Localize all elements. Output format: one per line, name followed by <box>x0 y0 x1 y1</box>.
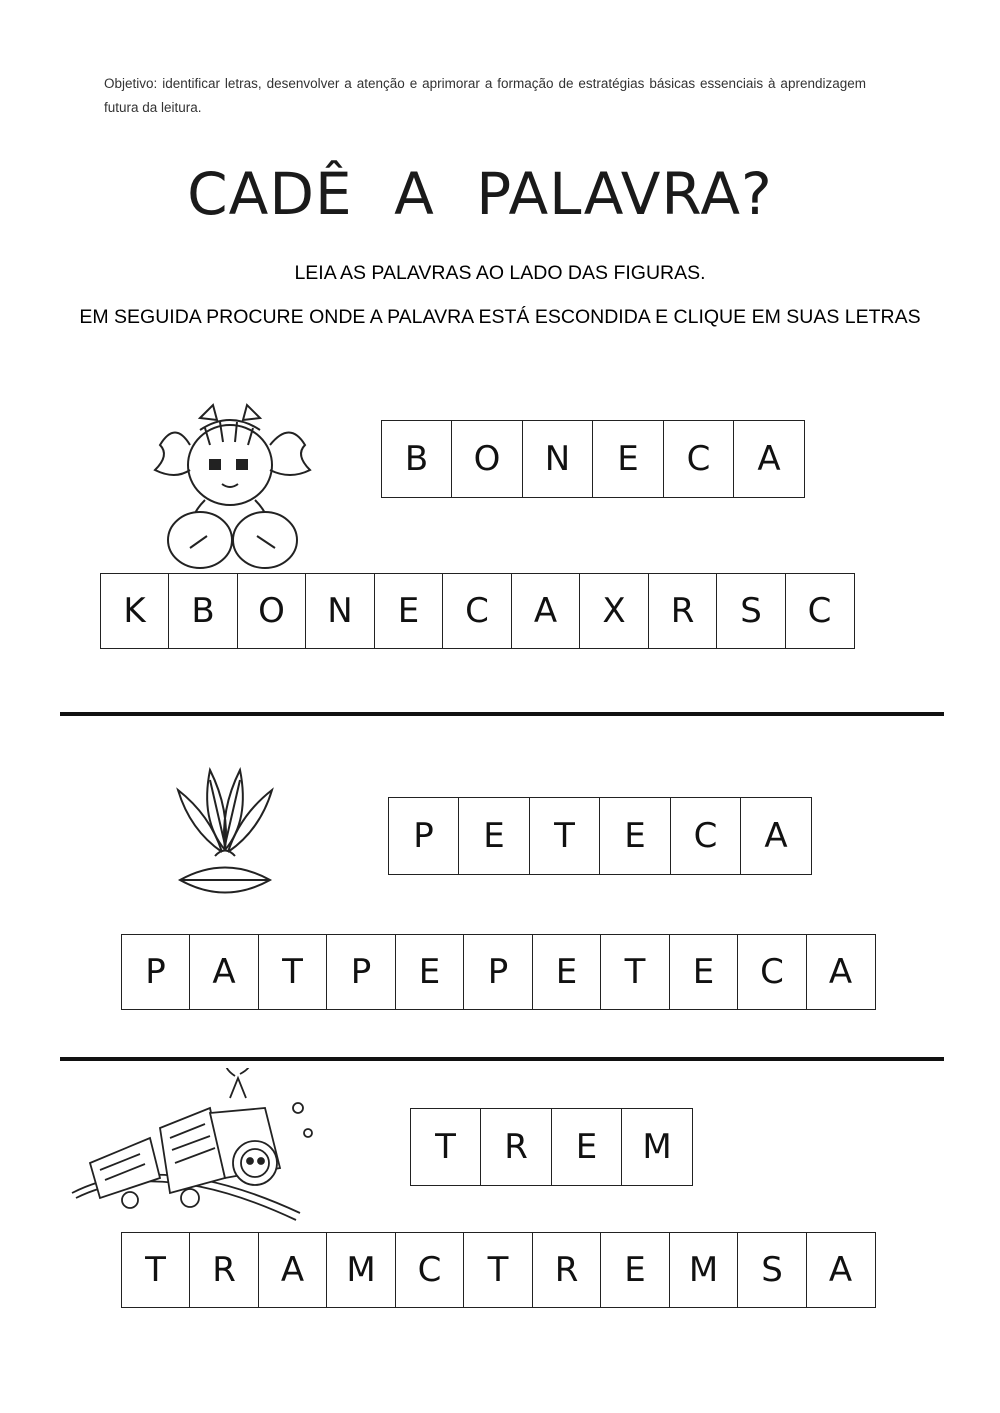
word-letter: E <box>592 420 664 498</box>
letter-cell[interactable]: C <box>395 1232 465 1308</box>
word-letter: M <box>621 1108 693 1186</box>
instruction-find: EM SEGUIDA PROCURE ONDE A PALAVRA ESTÁ ESCONDIDA E CLIQUE EM SUAS LETRAS <box>79 306 921 328</box>
word-letter: E <box>458 797 530 875</box>
word-row-peteca <box>389 797 812 875</box>
letter-cell[interactable]: O <box>237 573 307 649</box>
section-divider <box>60 712 944 716</box>
shuttlecock-icon <box>170 760 280 910</box>
letter-cell[interactable]: B <box>168 573 238 649</box>
letter-cell[interactable]: S <box>716 573 786 649</box>
letter-cell[interactable]: N <box>305 573 375 649</box>
letter-cell[interactable]: P <box>326 934 396 1010</box>
word-letter: A <box>733 420 805 498</box>
letter-cell[interactable]: C <box>785 573 855 649</box>
word-letter: T <box>410 1108 482 1186</box>
letter-cell[interactable]: T <box>600 934 670 1010</box>
objective-text: Objetivo: identificar letras, desenvolver a atenção e aprimorar a formação de estratégias básicas essenciais à aprendizagem futura da leitura. <box>104 76 866 115</box>
word-letter: T <box>529 797 601 875</box>
letter-cell[interactable]: S <box>737 1232 807 1308</box>
word-letter: P <box>388 797 460 875</box>
letter-cell[interactable]: E <box>600 1232 670 1308</box>
word-row-boneca <box>382 420 805 498</box>
letter-grid-boneca <box>101 573 855 649</box>
word-letter: E <box>599 797 671 875</box>
letter-cell[interactable]: E <box>532 934 602 1010</box>
word-letter: C <box>663 420 735 498</box>
letter-cell[interactable]: P <box>121 934 191 1010</box>
word-letter: E <box>551 1108 623 1186</box>
word-letter: R <box>480 1108 552 1186</box>
train-icon <box>70 1068 325 1228</box>
letter-cell[interactable]: C <box>737 934 807 1010</box>
letter-cell[interactable]: E <box>374 573 444 649</box>
word-letter: A <box>740 797 812 875</box>
letter-cell[interactable]: A <box>189 934 259 1010</box>
page-title: CADÊ A PALAVRA? <box>187 160 773 228</box>
letter-cell[interactable]: R <box>189 1232 259 1308</box>
letter-cell[interactable]: M <box>669 1232 739 1308</box>
word-letter: B <box>381 420 453 498</box>
word-letter: C <box>670 797 742 875</box>
letter-cell[interactable]: A <box>806 934 876 1010</box>
letter-cell[interactable]: E <box>669 934 739 1010</box>
letter-cell[interactable]: A <box>511 573 581 649</box>
letter-cell[interactable]: X <box>579 573 649 649</box>
letter-cell[interactable]: A <box>806 1232 876 1308</box>
letter-grid-trem <box>122 1232 876 1308</box>
instruction-read: LEIA AS PALAVRAS AO LADO DAS FIGURAS. <box>294 262 706 284</box>
letter-cell[interactable]: K <box>100 573 170 649</box>
letter-cell[interactable]: R <box>532 1232 602 1308</box>
letter-cell[interactable]: T <box>121 1232 191 1308</box>
letter-cell[interactable]: A <box>258 1232 328 1308</box>
word-letter: O <box>451 420 523 498</box>
letter-grid-peteca <box>122 934 876 1010</box>
letter-cell[interactable]: C <box>442 573 512 649</box>
letter-cell[interactable]: M <box>326 1232 396 1308</box>
word-row-trem <box>411 1108 693 1186</box>
letter-cell[interactable]: R <box>648 573 718 649</box>
letter-cell[interactable]: E <box>395 934 465 1010</box>
word-letter: N <box>522 420 594 498</box>
letter-cell[interactable]: T <box>463 1232 533 1308</box>
letter-cell[interactable]: T <box>258 934 328 1010</box>
doll-icon <box>145 400 320 575</box>
section-divider <box>60 1057 944 1061</box>
letter-cell[interactable]: P <box>463 934 533 1010</box>
